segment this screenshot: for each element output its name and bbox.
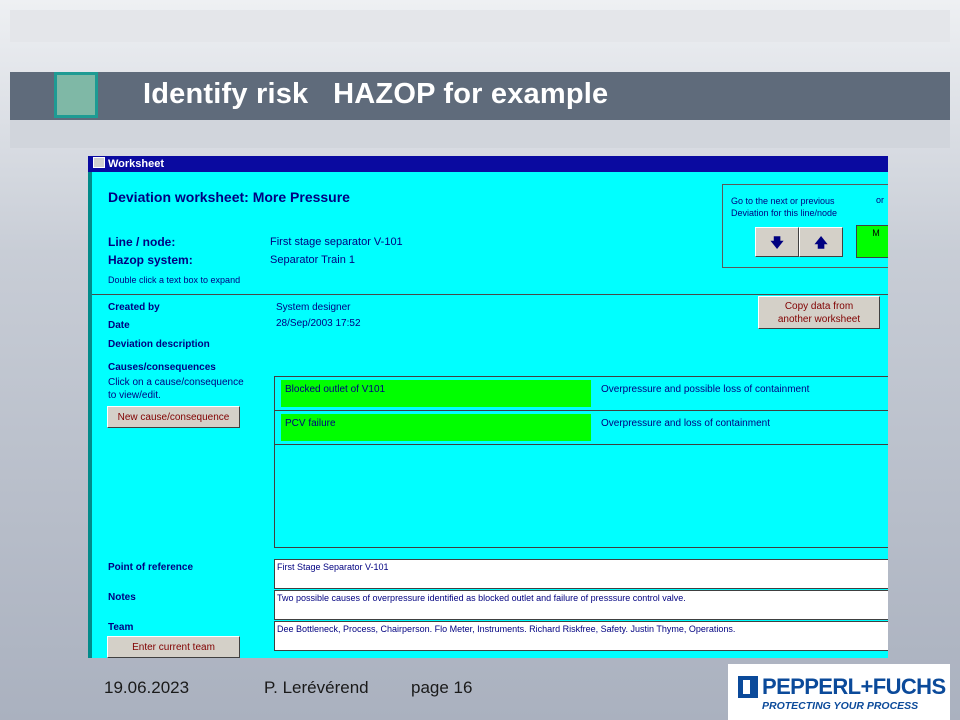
point-of-reference-field[interactable]: First Stage Separator V-101 <box>274 559 888 589</box>
slide-title: Identify risk HAZOP for example <box>143 78 609 110</box>
new-cause-button[interactable]: New cause/consequence <box>107 406 240 428</box>
created-by-label: Created by <box>108 302 160 313</box>
company-logo <box>728 664 950 720</box>
arrow-up-icon: 🡅 <box>814 235 828 250</box>
team-label: Team <box>108 622 134 633</box>
footer-date: 19.06.2023 <box>104 678 190 697</box>
footer-author: P. Lerévérend <box>264 678 369 697</box>
navigation-or: or <box>876 195 885 205</box>
date-value: 28/Sep/2003 17:52 <box>276 318 361 329</box>
worksheet-heading: Deviation worksheet: More Pressure <box>108 189 350 205</box>
next-deviation-button[interactable] <box>755 227 799 257</box>
notes-label: Notes <box>108 592 136 603</box>
enter-team-button[interactable]: Enter current team <box>107 636 240 658</box>
title-square-icon <box>54 72 98 118</box>
navigation-text: Go to the next or previous Deviation for this line/node <box>731 196 838 218</box>
causes-consequences-list <box>274 376 888 548</box>
line-node-value[interactable]: First stage separator V-101 <box>270 236 403 248</box>
expand-hint: Double click a text box to expand <box>108 275 241 285</box>
section-divider <box>92 294 888 295</box>
hazop-system-label: Hazop system: <box>108 253 193 267</box>
window-titlebar <box>88 156 888 172</box>
previous-deviation-button[interactable] <box>799 227 843 257</box>
window-icon <box>93 157 105 168</box>
worksheet-window <box>88 156 888 658</box>
date-label: Date <box>108 320 130 331</box>
causes-hint-1: Click on a cause/consequence <box>108 377 244 388</box>
copy-button-line2: another worksheet <box>777 313 861 325</box>
copy-button-line1: Copy data from <box>784 300 854 312</box>
logo-slogan: PROTECTING YOUR PROCESS <box>762 700 919 712</box>
cause-cell[interactable]: PCV failure <box>281 414 591 441</box>
deviation-description-label: Deviation description <box>108 339 210 350</box>
causes-label: Causes/consequences <box>108 362 216 373</box>
cause-cell[interactable]: Blocked outlet of V101 <box>281 380 591 407</box>
arrow-down-icon: 🡇 <box>770 235 784 250</box>
footer-page: page 16 <box>411 678 473 697</box>
logo-mark-icon <box>738 676 758 698</box>
logo-name: PEPPERL+FUCHS <box>762 674 946 699</box>
team-field[interactable]: Dee Bottleneck, Process, Chairperson. Flo Meter, Instruments. Richard Riskfree, Safety. Justin Thyme, Operations. <box>274 621 888 651</box>
consequence-cell[interactable]: Overpressure and loss of containment <box>601 418 770 429</box>
list-item[interactable] <box>275 377 888 411</box>
line-node-label: Line / node: <box>108 235 176 249</box>
list-item[interactable] <box>275 411 888 445</box>
slide-top-band <box>10 10 950 42</box>
point-of-reference-label: Point of reference <box>108 562 194 573</box>
consequence-cell[interactable]: Overpressure and possible loss of containment <box>601 384 810 395</box>
causes-hint-2: to view/edit. <box>108 390 161 401</box>
notes-field[interactable]: Two possible causes of overpressure identified as blocked outlet and failure of presssure control valve. <box>274 590 888 620</box>
deviation-navigation-box <box>722 184 888 268</box>
window-title: Worksheet <box>108 158 165 170</box>
slide-sub-band <box>10 120 950 148</box>
green-action-button[interactable]: M <box>856 225 888 258</box>
record-selector-bar <box>88 172 92 658</box>
created-by-value: System designer <box>276 302 351 313</box>
hazop-system-value[interactable]: Separator Train 1 <box>270 254 355 266</box>
copy-data-button[interactable] <box>758 296 880 329</box>
